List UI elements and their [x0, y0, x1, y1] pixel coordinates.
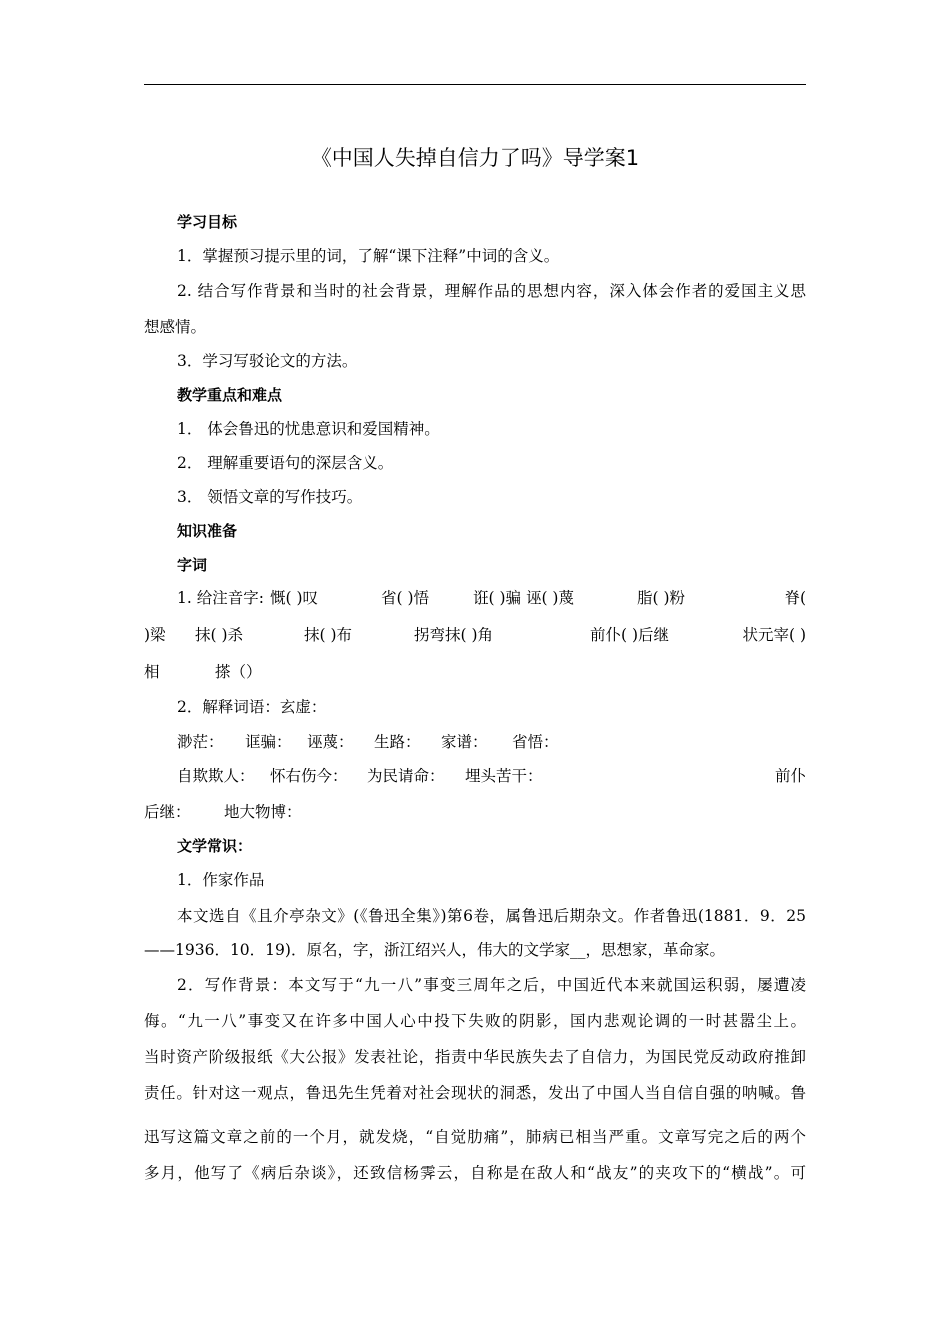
pinyin-item: 脂( )粉 [637, 589, 686, 607]
define-label: 2．解释词语：玄虚： [177, 698, 327, 716]
paragraph-line: 迅写这篇文章之前的一个月，就发烧，“自觉肋痛”，肺病已相当严重。文章写完之后的两个 [144, 1128, 806, 1146]
paragraph-line: 本文选自《且介亭杂文》(《鲁迅全集》)第6卷，属鲁迅后期杂文。作者鲁迅(1881．9．25 [177, 907, 806, 925]
objective-item: 1．掌握预习提示里的词，了解“课下注释”中词的含义。 [177, 247, 560, 265]
pinyin-item: 前仆( )后继 [590, 626, 670, 644]
paragraph-line: 侮。“九一八”事变又在许多中国人心中投下失败的阴影，国内悲观论调的一时甚嚣尘上。 [144, 1012, 806, 1030]
define-item: 为民请命： [367, 767, 445, 785]
subheading-vocabulary: 字词 [177, 556, 208, 574]
paragraph-line: 2．写作背景：本文写于“九一八”事变三周年之后，中国近代本来就国运积弱，屡遭凌 [177, 976, 806, 994]
document-title: 《中国人失掉自信力了吗》导学案1 [310, 146, 640, 170]
section-heading-literature: 文学常识： [177, 837, 253, 855]
define-item: 前仆 [774, 767, 806, 785]
key-point-item: 1． 体会鲁迅的忧患意识和爱国精神。 [177, 420, 440, 438]
header-rule [144, 84, 806, 85]
paragraph-line: ——1936．10．19)．原名，字，浙江绍兴人，伟大的文学家__，思想家，革命家。 [144, 941, 725, 959]
paragraph-line: 多月，他写了《病后杂谈》，还致信杨霁云，自称是在敌人和“战友”的夹攻下的“横战”。可 [144, 1164, 806, 1182]
pinyin-item: 省( )悟 [381, 589, 430, 607]
pinyin-item: 抹( )布 [304, 626, 353, 644]
pinyin-item: 拐弯抹( )角 [414, 626, 494, 644]
section-heading-objectives: 学习目标 [177, 213, 238, 231]
define-item: 怀右伤今： [270, 767, 348, 785]
define-item: 地大物博： [224, 803, 302, 821]
key-point-item: 2． 理解重要语句的深层含义。 [177, 454, 394, 472]
define-item: 埋头苦干： [465, 767, 543, 785]
define-item: 后继： [144, 803, 191, 821]
pinyin-item: )梁 [144, 626, 166, 644]
subheading-author-work: 1．作家作品 [177, 871, 265, 889]
define-item: 省悟： [512, 733, 559, 751]
define-item: 渺茫： [177, 733, 224, 751]
define-item: 生路： [374, 733, 421, 751]
objective-item-continuation: 想感情。 [144, 318, 207, 336]
pinyin-item: 诳( )骗 诬( )蔑 [473, 589, 574, 607]
pinyin-item: 脊( [784, 589, 806, 607]
paragraph-line: 责任。针对这一观点，鲁迅先生凭着对社会现状的洞悉，发出了中国人当自信自强的呐喊。鲁 [144, 1084, 806, 1102]
pinyin-item: 相 [144, 663, 160, 681]
define-item: 自欺欺人： [177, 767, 255, 785]
define-item: 家谱： [441, 733, 488, 751]
key-point-item: 3． 领悟文章的写作技巧。 [177, 488, 363, 506]
define-item: 诓骗： [245, 733, 292, 751]
pinyin-item: 状元宰( ) [742, 626, 806, 644]
pinyin-item: 慨( )叹 [270, 589, 319, 607]
objective-item: 2. 结合写作背景和当时的社会背景，理解作品的思想内容，深入体会作者的爱国主义思 [177, 282, 806, 300]
pinyin-item: 抹( )杀 [195, 626, 244, 644]
pinyin-item: 搽（） [215, 663, 262, 681]
pinyin-label: 1. 给注音字: [177, 589, 264, 607]
section-heading-key-points: 教学重点和难点 [177, 386, 283, 404]
objective-item: 3．学习写驳论文的方法。 [177, 352, 358, 370]
define-item: 诬蔑： [307, 733, 354, 751]
section-heading-knowledge: 知识准备 [177, 522, 238, 540]
paragraph-line: 当时资产阶级报纸《大公报》发表社论，指责中华民族失去了自信力，为国民党反动政府推卸 [144, 1048, 806, 1066]
